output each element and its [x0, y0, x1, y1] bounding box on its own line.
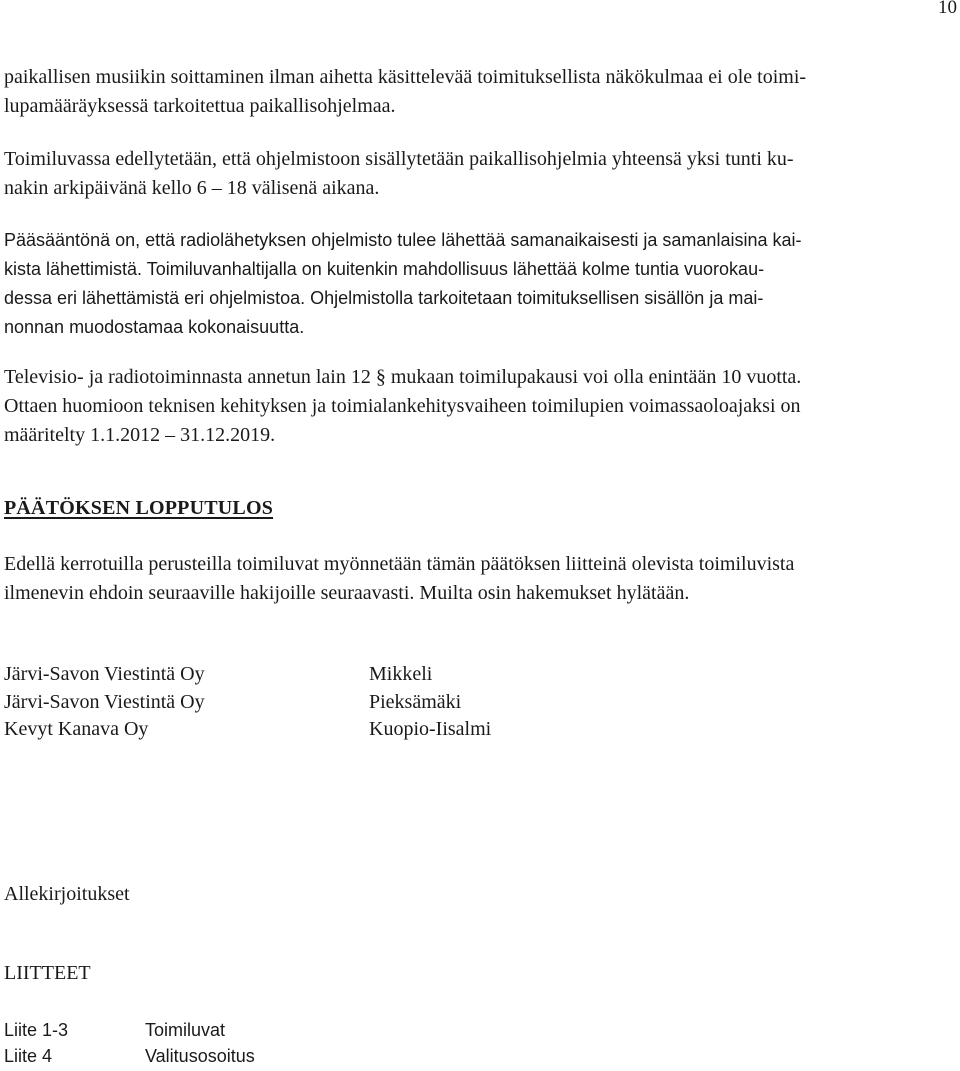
paragraph-line: nonnan muodostamaa kokonaisuutta. — [4, 317, 305, 337]
licensee-city: Mikkeli — [369, 663, 433, 685]
paragraph-license-period — [4, 363, 952, 450]
licensee-city: Pieksämäki — [369, 691, 462, 713]
paragraph-line: kista lähettimistä. Toimiluvanhaltijalla on kuitenkin mahdollisuus lähettää kolme tuntia vuorokau- — [4, 259, 765, 279]
paragraph-line: Pääsääntönä on, että radiolähetyksen ohjelmisto tulee lähettää samanaikaisesti ja samanlaisina kai- — [4, 230, 802, 250]
licensee-company: Kevyt Kanava Oy — [4, 718, 149, 740]
licensee-city: Kuopio-Iisalmi — [369, 718, 492, 740]
paragraph-broadcast-rules — [4, 226, 952, 342]
licensee-company: Järvi-Savon Viestintä Oy — [4, 663, 205, 685]
paragraph-line: Toimiluvassa edellytetään, että ohjelmistoon sisällytetään paikallisohjelmia yhteensä yksi tunti ku- — [4, 148, 794, 170]
paragraph-line: nakin arkipäivänä kello 6 – 18 välisenä aikana. — [4, 177, 380, 199]
paragraph-line: Edellä kerrotuilla perusteilla toimiluvat myönnetään tämän päätöksen liitteinä olevista toimiluvista — [4, 553, 795, 575]
decision-text — [4, 550, 952, 608]
paragraph-line: määritelty 1.1.2012 – 31.12.2019. — [4, 424, 276, 446]
attachment-id: Liite 4 — [4, 1046, 53, 1066]
paragraph-line: Ottaen huomioon teknisen kehityksen ja toimialankehitysvaiheen toimilupien voimassaoloajaksi on — [4, 395, 801, 417]
attachment-id: Liite 1-3 — [4, 1020, 69, 1040]
paragraph-line: paikallisen musiikin soittaminen ilman aihetta käsittelevää toimituksellista näkökulmaa ei ole toimi- — [4, 66, 807, 88]
attachments-section — [4, 959, 952, 988]
paragraph-local-music — [4, 63, 952, 121]
page-number: 10 — [938, 0, 957, 18]
paragraph-local-programming-hours — [4, 145, 952, 203]
signatures-section — [4, 880, 952, 909]
licensee-company: Järvi-Savon Viestintä Oy — [4, 691, 205, 713]
attachments-heading: LIITTEET — [4, 962, 91, 984]
decision-section — [4, 494, 952, 523]
paragraph-line: lupamääräyksessä tarkoitettua paikallisohjelmaa. — [4, 95, 396, 117]
signatures-label: Allekirjoitukset — [4, 883, 130, 905]
paragraph-line: ilmenevin ehdoin seuraaville hakijoille seuraavasti. Muilta osin hakemukset hylätään. — [4, 582, 690, 604]
paragraph-line: Televisio- ja radiotoiminnasta annetun lain 12 § mukaan toimilupakausi voi olla enintään 10 vuotta. — [4, 366, 802, 388]
section-heading: PÄÄTÖKSEN LOPPUTULOS — [4, 497, 274, 519]
attachment-title: Valitusosoitus — [145, 1046, 255, 1066]
attachment-title: Toimiluvat — [145, 1020, 226, 1040]
paragraph-line: dessa eri lähettämistä eri ohjelmistoa. Ohjelmistolla tarkoitetaan toimituksellisen sisällön ja mai- — [4, 288, 764, 308]
